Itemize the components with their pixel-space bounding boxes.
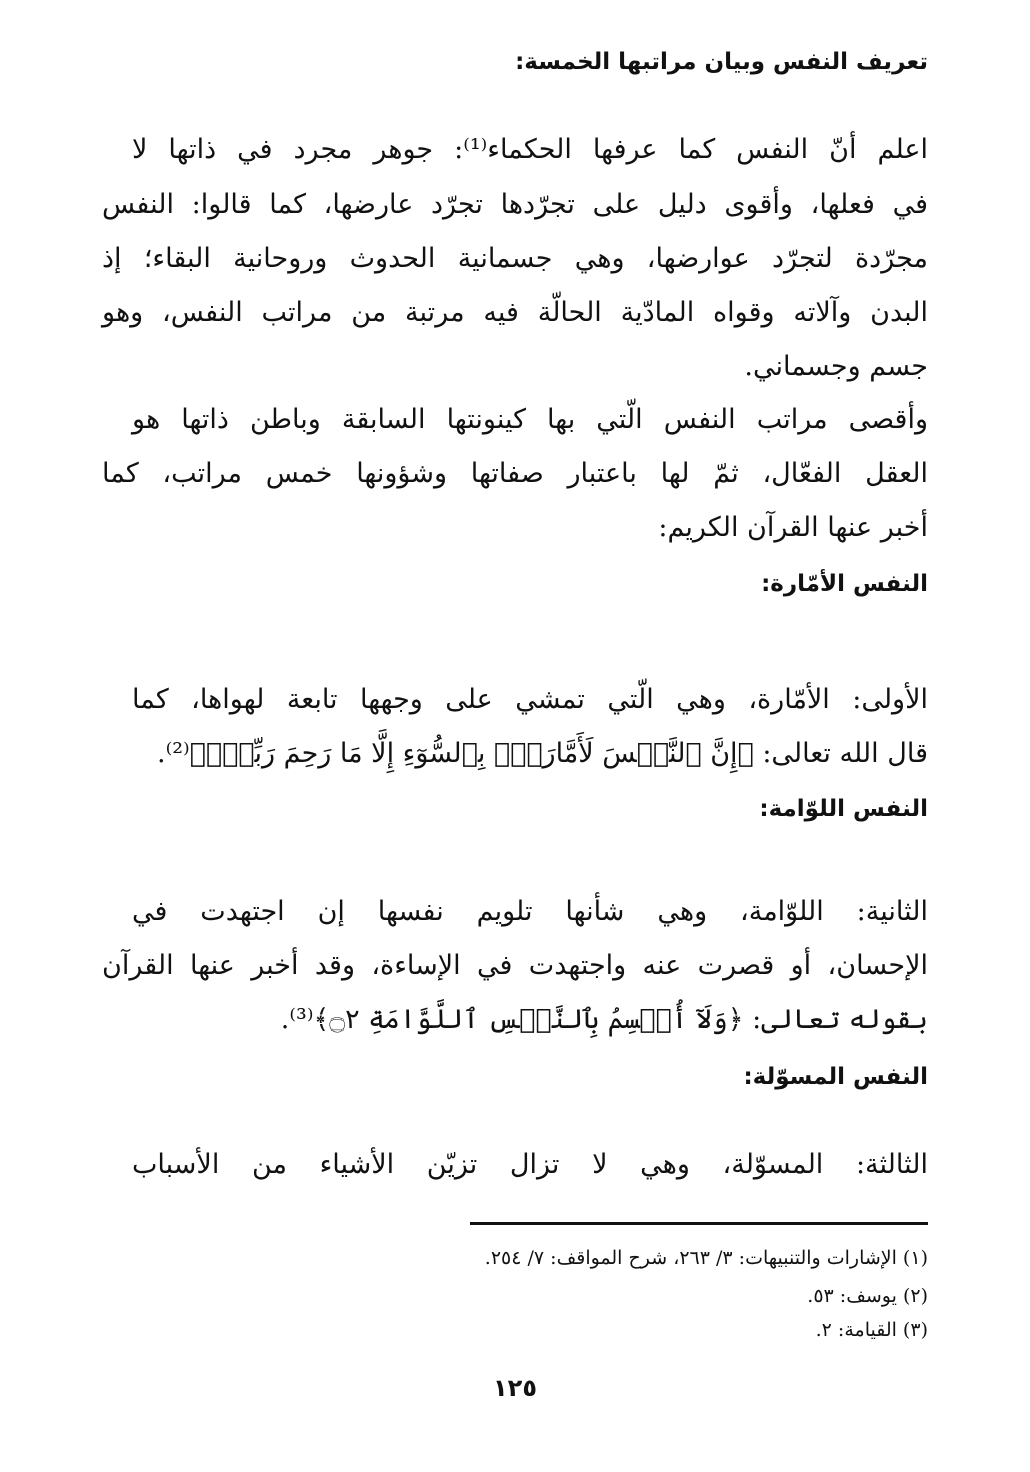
footnote-2: (٢) يوسف: ٥٣.	[807, 1285, 928, 1307]
page-number: ١٢٥	[493, 1374, 537, 1402]
heading-musawwila: النفس المسوّلة:	[743, 1064, 928, 1090]
text-line: الثالثة: المسوّلة، وهي لا تزال تزيّن الأشياء من الأسباب	[132, 1149, 928, 1180]
text-line: جسم وجسماني.	[744, 351, 928, 382]
footnote-3: (٣) القيامة: ٢.	[815, 1319, 928, 1341]
text-line: الإحسان، أو قصرت عنه واجتهدت في الإساءة، وقد أخبر عنها القرآن	[102, 950, 928, 981]
text-line: الأولى: الأمّارة، وهي الّتي تمشي على وجهها تابعة لهواها، كما	[132, 684, 928, 715]
heading-ammara: النفس الأمّارة:	[761, 571, 928, 597]
text-line: وأقصى مراتب النفس الّتي بها كينونتها السابقة وباطن ذاتها هو	[132, 404, 929, 435]
text-line: الثانية: اللوّامة، وهي شأنها تلويم نفسها إن اجتهدت في	[132, 896, 928, 927]
text-line: اعلم أنّ النفس كما عرفها الحكماء⁽¹⁾: جوهر مجرد في ذاتها لا	[132, 134, 928, 165]
text-line: في فعلها، وأقوى دليل على تجرّدها تجرّد عارضها، كما قالوا: النفس	[102, 189, 928, 220]
section-title: تعريف النفس وبيان مراتبها الخمسة:	[515, 49, 928, 75]
footnote-1: (١) الإشارات والتنبيهات: ٣/ ٢٦٣، شرح المواقف: ٧/ ٢٥٤.	[484, 1247, 928, 1269]
text-line: البدن وآلاته وقواه المادّية الحالّة فيه مرتبة من مراتب النفس، وهو	[102, 297, 928, 328]
heading-lawwama: النفس اللوّامة:	[759, 796, 928, 822]
text-line: أخبر عنها القرآن الكريم:	[658, 512, 928, 543]
quran-verse-line: بقوله تعالى: ﴿وَلَآ أُقۡسِمُ بِٱلنَّفۡسِ ٱللَّوَّامَةِ ۝٢﴾⁽³⁾.	[280, 1004, 928, 1035]
quran-verse-line: قال الله تعالى: ﴿إِنَّ ٱلنَّفۡسَ لَأَمَّارَةُۢ بِٱلسُّوٓءِ إِلَّا مَا رَحِمَ رَبِّيٓۚ﴾⁽²⁾.	[157, 738, 928, 769]
text-line: مجرّدة لتجرّد عوارضها، وهي جسمانية الحدوث وروحانية البقاء؛ إذ	[102, 243, 928, 274]
text-line: العقل الفعّال، ثمّ لها باعتبار صفاتها وشؤونها خمس مراتب، كما	[102, 458, 928, 489]
footnote-divider	[470, 1222, 928, 1225]
